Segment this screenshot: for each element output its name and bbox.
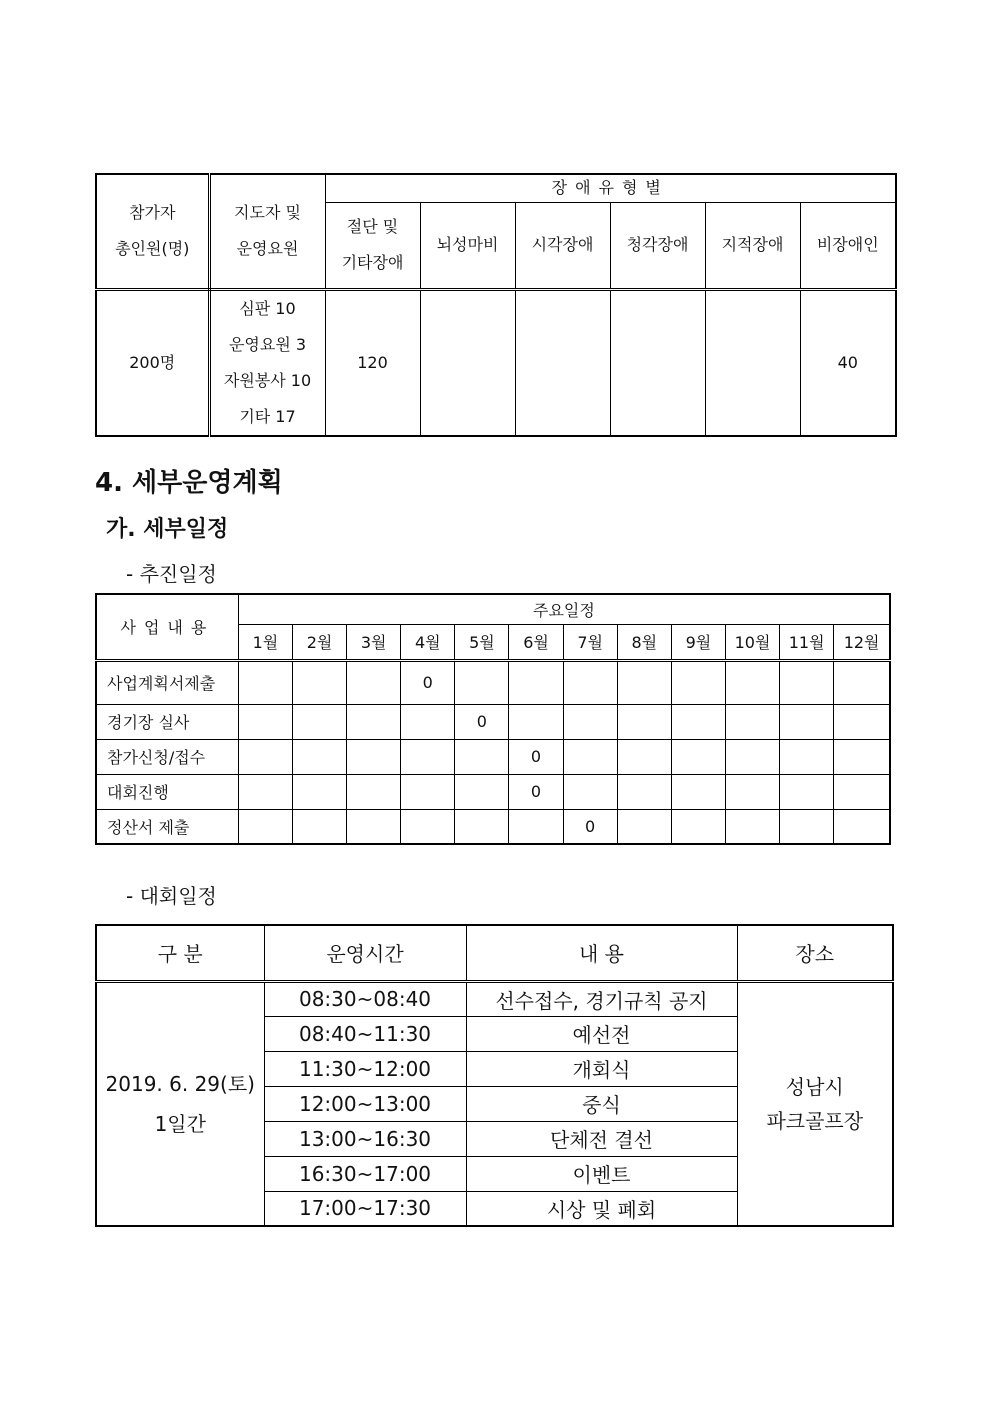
event-location: 성남시 파크골프장 <box>737 981 893 1226</box>
event-time: 08:30~08:40 <box>264 981 466 1016</box>
event-schedule-table <box>95 924 894 1227</box>
header-amputation: 절단 및 기타장애 <box>325 202 420 289</box>
event-time: 11:30~12:00 <box>264 1051 466 1086</box>
schedule-cell <box>725 774 779 809</box>
subsection-title: 가. 세부일정 <box>106 517 229 542</box>
header-intellectual: 지적장애 <box>705 202 800 289</box>
row-label: 경기장 실사 <box>96 704 238 739</box>
schedule-cell <box>347 774 401 809</box>
header-staff: 지도자 및 운영요원 <box>209 174 325 289</box>
event-content: 선수접수, 경기규칙 공지 <box>466 981 737 1016</box>
schedule-cell <box>780 809 834 844</box>
month-header: 5월 <box>455 624 509 660</box>
schedule-cell <box>725 704 779 739</box>
schedule-cell <box>671 774 725 809</box>
table-row <box>96 704 890 739</box>
schedule-cell <box>347 739 401 774</box>
row-label: 사업계획서제출 <box>96 660 238 704</box>
row-label: 정산서 제출 <box>96 809 238 844</box>
value-amputation: 120 <box>325 289 420 436</box>
schedule-cell <box>725 739 779 774</box>
schedule-cell <box>292 704 346 739</box>
event-heading: - 대회일정 <box>126 884 217 908</box>
month-header: 11월 <box>780 624 834 660</box>
schedule-cell <box>292 774 346 809</box>
schedule-cell <box>292 660 346 704</box>
schedule-cell <box>238 739 292 774</box>
schedule-cell <box>780 774 834 809</box>
header-category: 구 분 <box>96 925 264 981</box>
schedule-cell <box>455 660 509 704</box>
schedule-cell <box>725 809 779 844</box>
schedule-cell <box>617 774 671 809</box>
schedule-cell <box>509 660 563 704</box>
value-intellectual <box>705 289 800 436</box>
event-time: 13:00~16:30 <box>264 1121 466 1156</box>
header-non-disabled: 비장애인 <box>800 202 896 289</box>
header-cerebral-palsy: 뇌성마비 <box>420 202 515 289</box>
schedule-cell <box>780 704 834 739</box>
schedule-cell <box>238 660 292 704</box>
event-content: 예선전 <box>466 1016 737 1051</box>
header-schedule: 주요일정 <box>238 594 890 624</box>
event-content: 중식 <box>466 1086 737 1121</box>
schedule-cell <box>563 739 617 774</box>
schedule-cell <box>509 704 563 739</box>
schedule-cell <box>455 809 509 844</box>
schedule-cell <box>617 704 671 739</box>
schedule-cell <box>238 704 292 739</box>
event-content: 이벤트 <box>466 1156 737 1191</box>
value-cerebral-palsy <box>420 289 515 436</box>
month-header: 1월 <box>238 624 292 660</box>
header-visual: 시각장애 <box>515 202 610 289</box>
schedule-cell <box>238 809 292 844</box>
table-row <box>96 774 890 809</box>
event-content: 시상 및 폐회 <box>466 1191 737 1226</box>
schedule-cell <box>563 704 617 739</box>
schedule-cell <box>238 774 292 809</box>
schedule-cell: 0 <box>509 774 563 809</box>
schedule-cell <box>347 660 401 704</box>
month-header: 3월 <box>347 624 401 660</box>
schedule-cell <box>292 809 346 844</box>
header-location: 장소 <box>737 925 893 981</box>
schedule-cell <box>455 739 509 774</box>
month-header: 8월 <box>617 624 671 660</box>
schedule-cell <box>563 660 617 704</box>
month-header: 4월 <box>401 624 455 660</box>
schedule-cell <box>671 809 725 844</box>
row-label: 참가신청/접수 <box>96 739 238 774</box>
schedule-cell <box>834 704 890 739</box>
month-header: 7월 <box>563 624 617 660</box>
promotion-schedule-table <box>95 593 891 845</box>
header-hearing: 청각장애 <box>610 202 705 289</box>
schedule-cell <box>455 774 509 809</box>
header-time: 운영시간 <box>264 925 466 981</box>
schedule-cell <box>834 660 890 704</box>
schedule-cell <box>725 660 779 704</box>
event-date: 2019. 6. 29(토) 1일간 <box>96 981 264 1226</box>
schedule-cell <box>563 774 617 809</box>
schedule-cell <box>292 739 346 774</box>
schedule-cell <box>401 809 455 844</box>
schedule-cell: 0 <box>509 739 563 774</box>
schedule-cell <box>509 809 563 844</box>
schedule-cell <box>617 809 671 844</box>
event-content: 개회식 <box>466 1051 737 1086</box>
schedule-cell <box>834 774 890 809</box>
promotion-heading: - 추진일정 <box>126 562 217 586</box>
table-row <box>96 660 890 704</box>
header-disability-group: 장애유형별 <box>325 174 896 202</box>
table-row <box>96 739 890 774</box>
participants-table <box>95 173 897 437</box>
schedule-cell <box>617 660 671 704</box>
schedule-cell: 0 <box>401 660 455 704</box>
event-time: 12:00~13:00 <box>264 1086 466 1121</box>
schedule-cell <box>780 660 834 704</box>
schedule-cell <box>780 739 834 774</box>
event-time: 08:40~11:30 <box>264 1016 466 1051</box>
schedule-cell <box>671 739 725 774</box>
schedule-cell <box>671 660 725 704</box>
staff-value: 심판 10 운영요원 3 자원봉사 10 기타 17 <box>209 289 325 436</box>
schedule-cell <box>347 809 401 844</box>
schedule-cell <box>671 704 725 739</box>
schedule-cell <box>401 739 455 774</box>
event-time: 17:00~17:30 <box>264 1191 466 1226</box>
schedule-cell: 0 <box>455 704 509 739</box>
schedule-cell <box>347 704 401 739</box>
header-content: 내 용 <box>466 925 737 981</box>
schedule-cell: 0 <box>563 809 617 844</box>
section-title: 4. 세부운영계획 <box>95 468 283 498</box>
total-value: 200명 <box>96 289 209 436</box>
event-time: 16:30~17:00 <box>264 1156 466 1191</box>
month-header: 12월 <box>834 624 890 660</box>
schedule-cell <box>617 739 671 774</box>
header-business: 사업내용 <box>96 594 238 660</box>
month-header: 9월 <box>671 624 725 660</box>
schedule-cell <box>834 739 890 774</box>
month-header: 2월 <box>292 624 346 660</box>
table-row <box>96 809 890 844</box>
row-label: 대회진행 <box>96 774 238 809</box>
value-visual <box>515 289 610 436</box>
event-content: 단체전 결선 <box>466 1121 737 1156</box>
table-row <box>96 981 893 1016</box>
value-hearing <box>610 289 705 436</box>
value-non-disabled: 40 <box>800 289 896 436</box>
month-header: 10월 <box>725 624 779 660</box>
schedule-cell <box>834 809 890 844</box>
schedule-cell <box>401 704 455 739</box>
header-total-participants: 참가자 총인원(명) <box>96 174 209 289</box>
month-header: 6월 <box>509 624 563 660</box>
schedule-cell <box>401 774 455 809</box>
